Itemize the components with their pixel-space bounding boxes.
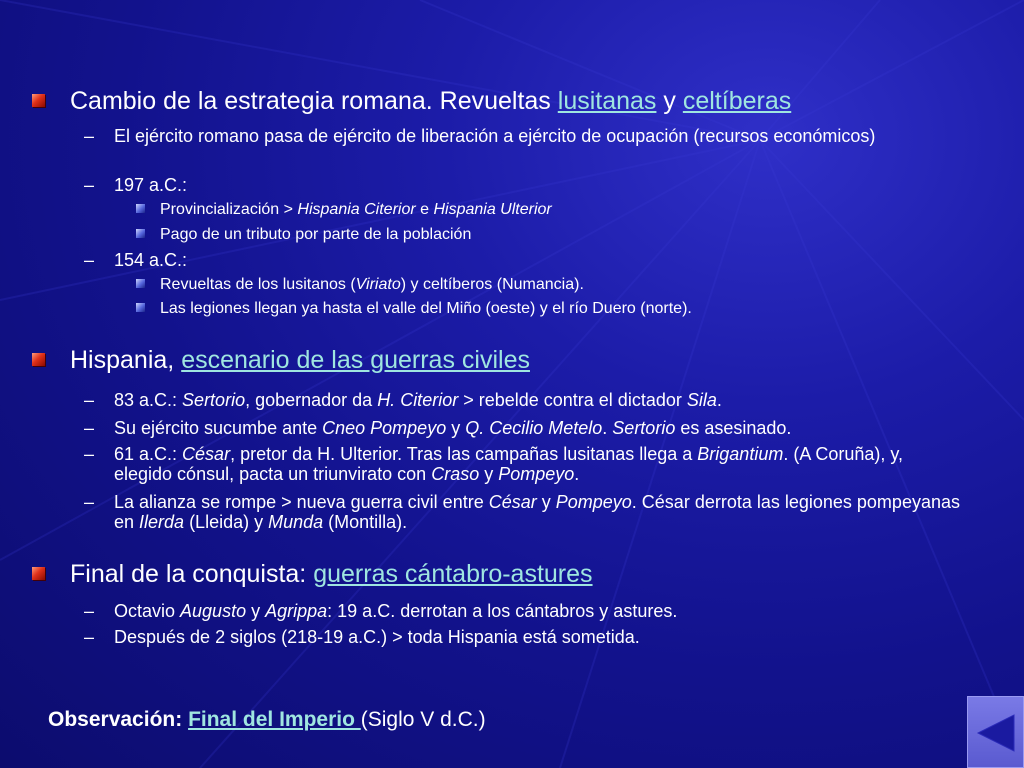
sub-list-item: Provincialización > Hispania Citerior e Hispania Ulterior	[160, 200, 980, 219]
final-del-imperio-link[interactable]: Final del Imperio	[188, 708, 361, 731]
section-title-3: Final de la conquista: guerras cántabro-astures	[70, 559, 593, 589]
blue-square-bullet-icon	[136, 204, 145, 213]
section-title-1: Cambio de la estrategia romana. Revueltas lusitanas y celtíberas	[70, 86, 791, 116]
guerras-civiles-link[interactable]: escenario de las guerras civiles	[181, 346, 530, 374]
celtiberas-link[interactable]: celtíberas	[682, 87, 792, 115]
list-item: – Su ejército sucumbe ante Cneo Pompeyo y Q. Cecilio Metelo. Sertorio es asesinado.	[84, 418, 792, 438]
back-button[interactable]	[967, 696, 1024, 768]
red-square-bullet-icon	[32, 567, 45, 580]
observation-line: Observación: Final del Imperio (Siglo V d.C.)	[48, 708, 486, 731]
blue-square-bullet-icon	[136, 303, 145, 312]
dash-bullet: –	[84, 250, 95, 270]
guerras-cantabro-astures-link[interactable]: guerras cántabro-astures	[313, 560, 593, 588]
sub-list-item: Pago de un tributo por parte de la población	[160, 225, 980, 244]
sub-list-item: Revueltas de los lusitanos (Viriato) y celtíberos (Numancia).	[160, 275, 980, 294]
list-item: – Después de 2 siglos (218-19 a.C.) > toda Hispania está sometida.	[84, 627, 640, 647]
red-square-bullet-icon	[32, 94, 45, 107]
dash-bullet: –	[84, 390, 95, 410]
dash-bullet: –	[84, 175, 95, 195]
dash-bullet: –	[84, 418, 95, 438]
list-item: – El ejército romano pasa de ejército de liberación a ejército de ocupación (recursos económicos)	[84, 126, 876, 146]
blue-square-bullet-icon	[136, 279, 145, 288]
list-item: – 197 a.C.:	[84, 175, 188, 195]
dash-bullet: –	[84, 492, 95, 512]
dash-bullet: –	[84, 126, 95, 146]
red-square-bullet-icon	[32, 353, 45, 366]
dash-bullet: –	[84, 601, 95, 621]
dash-bullet: –	[84, 627, 95, 647]
list-item: – 154 a.C.:	[84, 250, 188, 270]
sub-list-item: Las legiones llegan ya hasta el valle del Miño (oeste) y el río Duero (norte).	[160, 299, 980, 318]
blue-square-bullet-icon	[136, 229, 145, 238]
list-item: – 61 a.C.: César, pretor da H. Ulterior. Tras las campañas lusitanas llega a Brigantium. (A Coruña), y, elegido cónsul, pacta un triunvirato con Craso y Pompeyo.	[84, 444, 904, 484]
triangle-left-icon	[974, 711, 1018, 755]
list-item: – Octavio Augusto y Agrippa: 19 a.C. derrotan a los cántabros y astures.	[84, 601, 678, 621]
list-item: – La alianza se rompe > nueva guerra civil entre César y Pompeyo. César derrota las legiones pompeyanas en Ilerda (Lleida) y Munda (Montilla).	[84, 492, 960, 532]
section-title-2: Hispania, escenario de las guerras civiles	[70, 345, 530, 375]
list-item: – 83 a.C.: Sertorio, gobernador da H. Citerior > rebelde contra el dictador Sila.	[84, 390, 722, 410]
dash-bullet: –	[84, 444, 95, 464]
lusitanas-link[interactable]: lusitanas	[557, 87, 657, 115]
